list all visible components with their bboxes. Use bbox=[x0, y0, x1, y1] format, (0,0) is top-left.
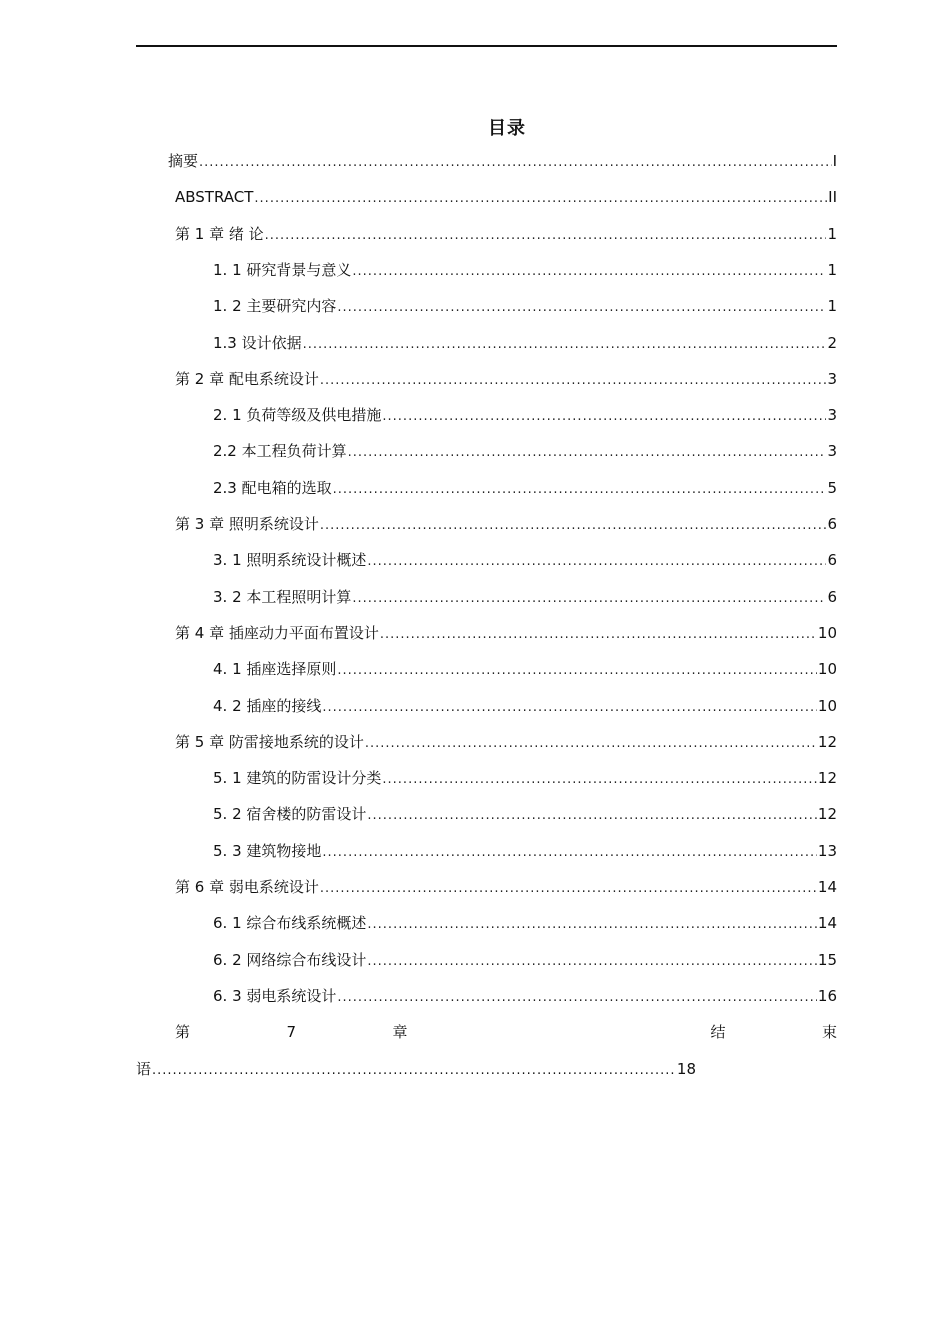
toc-entry[interactable] bbox=[213, 767, 837, 789]
toc-entry[interactable] bbox=[168, 150, 837, 172]
toc-ch7-word: 结 bbox=[710, 1023, 726, 1041]
toc-entry-label: 第 3 章 照明系统设计 bbox=[175, 515, 319, 533]
toc-ch7-word: 7 bbox=[286, 1023, 297, 1041]
toc-entry-page: 1 bbox=[827, 261, 837, 279]
toc-entry-label: 1.3 设计依据 bbox=[213, 334, 302, 352]
toc-entry-page: 1 bbox=[827, 225, 837, 243]
toc-entry-page: 6 bbox=[827, 551, 837, 569]
toc-entry-label: 2. 1 负荷等级及供电措施 bbox=[213, 406, 382, 424]
toc-ch7-word: 第 bbox=[175, 1023, 191, 1041]
toc-entry[interactable] bbox=[213, 985, 837, 1007]
toc-entry-label: 第 6 章 弱电系统设计 bbox=[175, 878, 319, 896]
toc-entry-page: 3 bbox=[827, 442, 837, 460]
toc-entry-page: 6 bbox=[827, 588, 837, 606]
toc-entry-label: 6. 2 网络综合布线设计 bbox=[213, 951, 367, 969]
dot-leader bbox=[352, 261, 826, 283]
dot-leader bbox=[380, 624, 817, 646]
dot-leader bbox=[199, 152, 832, 174]
toc-entry-page: 1 bbox=[827, 297, 837, 315]
dot-leader bbox=[320, 878, 817, 900]
dot-leader bbox=[337, 660, 817, 682]
dot-leader bbox=[367, 951, 817, 973]
toc-entry[interactable] bbox=[213, 586, 837, 608]
toc-entry[interactable] bbox=[175, 731, 837, 753]
toc-entry[interactable] bbox=[213, 803, 837, 825]
toc-ch7-page: 18 bbox=[676, 1060, 696, 1078]
toc-title: 目录 bbox=[488, 118, 526, 139]
toc-entry-chapter-7-line2[interactable] bbox=[136, 1058, 696, 1080]
toc-entry[interactable] bbox=[213, 840, 837, 862]
toc-entry[interactable] bbox=[213, 440, 837, 462]
toc-entry-page: 14 bbox=[817, 914, 837, 932]
toc-entry[interactable] bbox=[175, 622, 837, 644]
toc-entry-page: 12 bbox=[817, 805, 837, 823]
toc-entry-page: 12 bbox=[817, 733, 837, 751]
dot-leader bbox=[320, 370, 827, 392]
dot-leader bbox=[365, 733, 817, 755]
toc-entry[interactable] bbox=[213, 259, 837, 281]
header-rule bbox=[136, 45, 837, 47]
toc-entry[interactable] bbox=[175, 186, 837, 208]
toc-entry-page: 10 bbox=[817, 624, 837, 642]
dot-leader bbox=[337, 987, 817, 1009]
toc-entry-label: ABSTRACT bbox=[175, 188, 254, 206]
toc-entry-label: 2.3 配电箱的选取 bbox=[213, 479, 332, 497]
toc-ch7-word: 束 bbox=[821, 1023, 837, 1041]
toc-entry[interactable] bbox=[213, 695, 837, 717]
toc-entry[interactable] bbox=[175, 368, 837, 390]
toc-entry-label: 第 4 章 插座动力平面布置设计 bbox=[175, 624, 379, 642]
toc-entry-page: 5 bbox=[827, 479, 837, 497]
toc-entry[interactable] bbox=[175, 876, 837, 898]
toc-entry-label: 摘要 bbox=[168, 152, 199, 170]
toc-entry[interactable] bbox=[175, 223, 837, 245]
toc-ch7-word: 章 bbox=[392, 1023, 408, 1041]
dot-leader bbox=[367, 914, 817, 936]
toc-entry-label: 第 2 章 配电系统设计 bbox=[175, 370, 319, 388]
toc-entry-chapter-7-line1[interactable] bbox=[175, 1021, 837, 1043]
toc-entry-label: 3. 1 照明系统设计概述 bbox=[213, 551, 367, 569]
toc-entry-page: 10 bbox=[817, 697, 837, 715]
dot-leader bbox=[320, 515, 827, 537]
toc-entry-label: 6. 1 综合布线系统概述 bbox=[213, 914, 367, 932]
dot-leader bbox=[382, 406, 826, 428]
dot-leader bbox=[254, 188, 827, 210]
toc-entry-page: 3 bbox=[827, 370, 837, 388]
toc-entry-label: 5. 2 宿舍楼的防雷设计 bbox=[213, 805, 367, 823]
toc-entry-page: 3 bbox=[827, 406, 837, 424]
toc-entry[interactable] bbox=[213, 949, 837, 971]
dot-leader bbox=[333, 479, 827, 501]
toc-entry-label: 4. 2 插座的接线 bbox=[213, 697, 322, 715]
dot-leader bbox=[322, 697, 817, 719]
toc-entry-label: 4. 1 插座选择原则 bbox=[213, 660, 337, 678]
toc-entry[interactable] bbox=[213, 404, 837, 426]
toc-entry-page: 12 bbox=[817, 769, 837, 787]
dot-leader bbox=[382, 769, 817, 791]
toc-entry[interactable] bbox=[213, 332, 837, 354]
dot-leader bbox=[265, 225, 827, 247]
toc-entry[interactable] bbox=[213, 477, 837, 499]
toc-entry-page: 16 bbox=[817, 987, 837, 1005]
toc-entry-label: 5. 1 建筑的防雷设计分类 bbox=[213, 769, 382, 787]
toc-entry[interactable] bbox=[213, 549, 837, 571]
toc-entry[interactable] bbox=[175, 513, 837, 535]
dot-leader bbox=[352, 588, 826, 610]
toc-entry-label: 1. 2 主要研究内容 bbox=[213, 297, 337, 315]
toc-entry-page: 2 bbox=[827, 334, 837, 352]
toc-entry[interactable] bbox=[213, 912, 837, 934]
dot-leader bbox=[152, 1060, 676, 1082]
toc-entry-page: 13 bbox=[817, 842, 837, 860]
toc-entry-label: 1. 1 研究背景与意义 bbox=[213, 261, 352, 279]
toc-ch7-tail: 语 bbox=[136, 1060, 152, 1078]
dot-leader bbox=[367, 805, 817, 827]
toc-entry-page: I bbox=[832, 152, 837, 170]
toc-entry-page: 10 bbox=[817, 660, 837, 678]
toc-entry-label: 3. 2 本工程照明计算 bbox=[213, 588, 352, 606]
dot-leader bbox=[322, 842, 817, 864]
dot-leader bbox=[367, 551, 826, 573]
toc-entry-page: II bbox=[828, 188, 837, 206]
toc-entry[interactable] bbox=[213, 295, 837, 317]
toc-entry-page: 15 bbox=[817, 951, 837, 969]
toc-entry-label: 第 5 章 防雷接地系统的设计 bbox=[175, 733, 364, 751]
toc-entry-label: 第 1 章 绪 论 bbox=[175, 225, 264, 243]
toc-entry-label: 2.2 本工程负荷计算 bbox=[213, 442, 347, 460]
dot-leader bbox=[337, 297, 826, 319]
toc-entry[interactable] bbox=[213, 658, 837, 680]
toc-entry-page: 6 bbox=[827, 515, 837, 533]
toc-entry-label: 6. 3 弱电系统设计 bbox=[213, 987, 337, 1005]
toc-entry-page: 14 bbox=[817, 878, 837, 896]
toc-entry-label: 5. 3 建筑物接地 bbox=[213, 842, 322, 860]
dot-leader bbox=[303, 334, 827, 356]
dot-leader bbox=[348, 442, 827, 464]
